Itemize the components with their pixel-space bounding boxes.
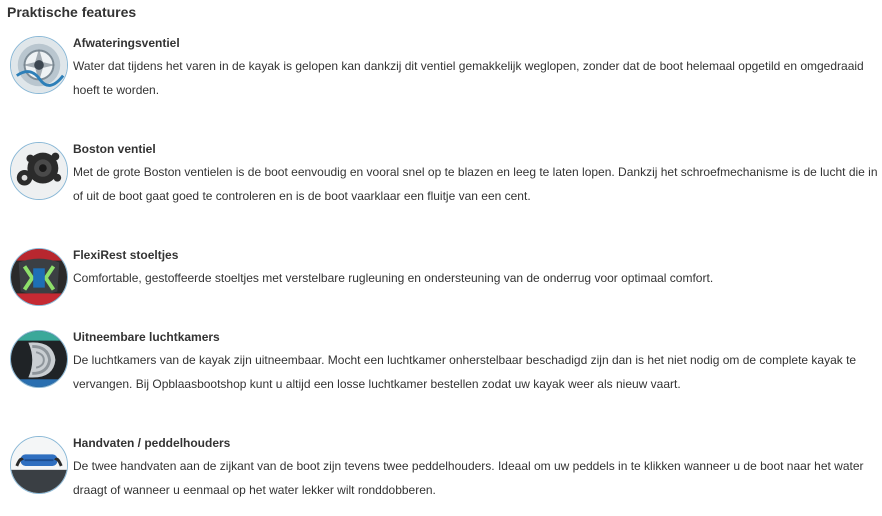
feature-description: De luchtkamers van de kayak zijn uitneembaar. Mocht een luchtkamer onherstelbaar beschadigd zijn dan is het niet nodig om de complete kayak te vervangen. Bij Opblaasbootshop kunt u altijd een losse luchtkamer bestellen zodat uw kayak weer als nieuw vaart.: [73, 353, 857, 391]
boston-valve-icon: [10, 142, 68, 200]
feature-description: Water dat tijdens het varen in de kayak is gelopen kan dankzij dit ventiel gemakkelijk weglopen, zonder dat de boot helemaal opgetild en omgedraaid hoeft te worden.: [73, 59, 864, 97]
feature-description: Met de grote Boston ventielen is de boot eenvoudig en vooral snel op te blazen en leeg te laten lopen. Dankzij het schroefmechanisme is de lucht die in of uit de boot gaat goed te controleren en is de boot vaarklaar een fluitje van een cent.: [73, 165, 878, 203]
flexirest-seat-icon: [10, 248, 68, 306]
feature-title: Handvaten / peddelhouders: [73, 436, 231, 450]
handle-paddle-holder-icon: [10, 436, 68, 494]
page-title: Praktische features: [7, 4, 137, 20]
feature-title: FlexiRest stoeltjes: [73, 248, 179, 262]
feature-title: Uitneembare luchtkamers: [73, 330, 220, 344]
feature-title: Boston ventiel: [73, 142, 156, 156]
feature-title: Afwateringsventiel: [73, 36, 180, 50]
feature-description: Comfortable, gestoffeerde stoeltjes met verstelbare rugleuning en ondersteuning van de onderrug voor optimaal comfort.: [73, 271, 714, 285]
feature-description: De twee handvaten aan de zijkant van de boot zijn tevens twee peddelhouders. Ideaal om uw peddels in te klikken wanneer u de boot naar het water draagt of wanneer u eenmaal op het water lekker wilt ronddobberen.: [73, 459, 864, 497]
drain-valve-icon: [10, 36, 68, 94]
air-chamber-icon: [10, 330, 68, 388]
